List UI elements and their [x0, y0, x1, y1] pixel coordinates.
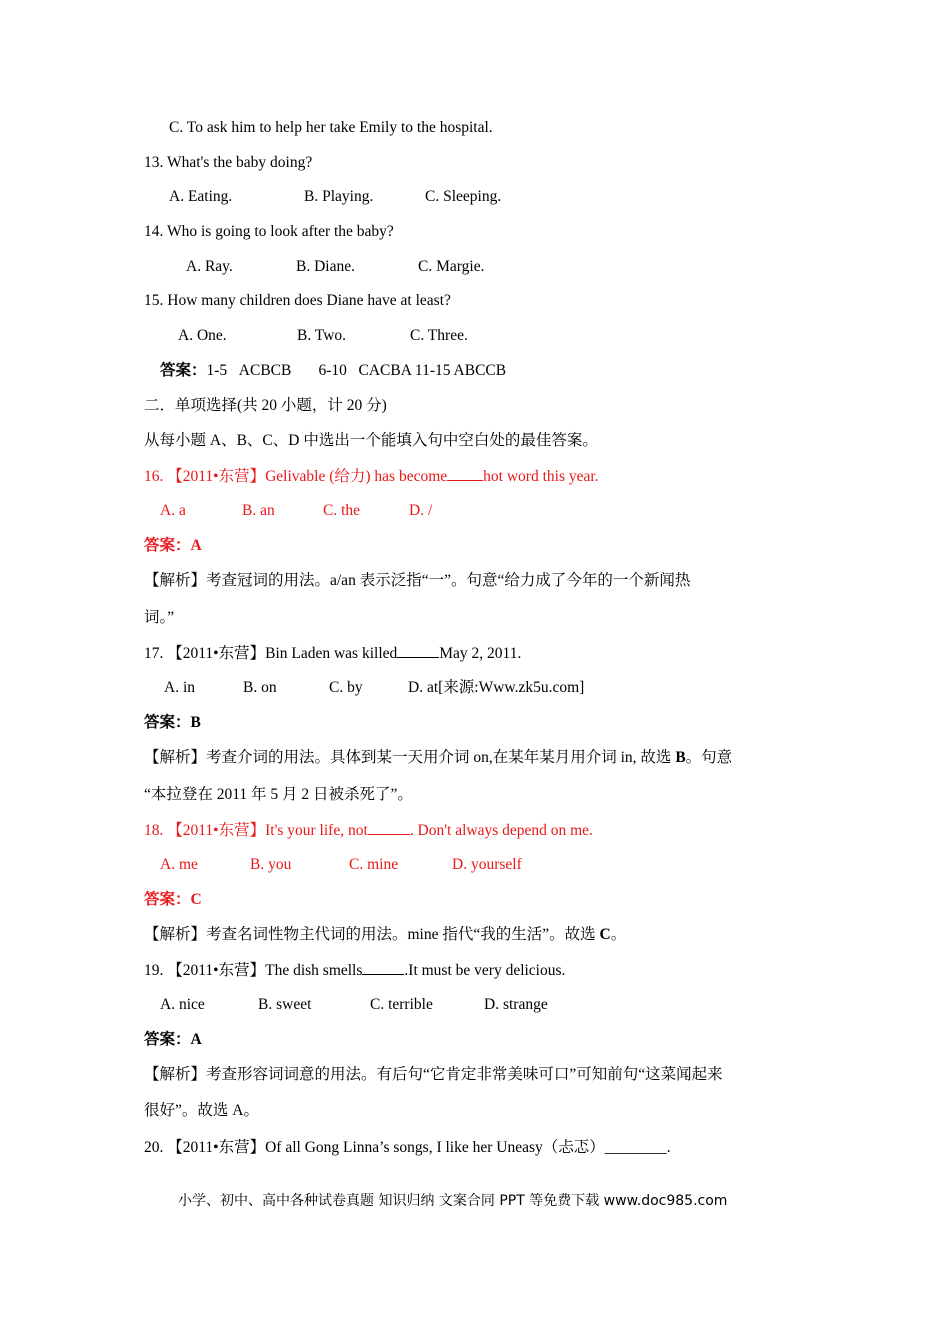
q13-option-a: A. Eating. — [169, 188, 233, 205]
q15-question: 15. How many children does Diane have at least? — [144, 292, 451, 309]
q17-option-c: C. by — [329, 679, 363, 696]
q15-option-b: B. Two. — [297, 327, 347, 344]
q14-question: 14. Who is going to look after the baby? — [144, 223, 394, 240]
q18-analysis-tail: 。 — [610, 926, 627, 943]
q17-question — [144, 643, 521, 664]
q19-analysis-line1: 【解析】考查形容词词意的用法。有后句“它肯定非常美味可口”可知前句“这菜闻起来 — [144, 1066, 723, 1083]
q16-suffix: hot word this year. — [483, 468, 599, 485]
q17-analysis-line2: “本拉登在 2011 年 5 月 2 日被杀死了”。 — [144, 786, 413, 803]
q18-question — [144, 820, 593, 841]
q16-prefix: 16. 【2011•东营】Gelivable (给力) has become — [144, 468, 448, 485]
section2-instruction: 从每小题 A、B、C、D 中选出一个能填入句中空白处的最佳答案。 — [144, 432, 598, 449]
q17-analysis-choice: B — [675, 749, 686, 766]
q20-question: 20. 【2011•东营】Of all Gong Linna’s songs, I like her Uneasy（忐忑）________. — [144, 1139, 671, 1156]
q17-option-a: A. in — [164, 679, 195, 696]
listening-answer-label: 答案： — [160, 362, 207, 379]
q16-answer: 答案：A — [144, 537, 202, 554]
q19-option-a: A. nice — [160, 996, 205, 1013]
q13-option-c: C. Sleeping. — [425, 188, 502, 205]
q13-option-b: B. Playing. — [304, 188, 374, 205]
q16-option-d: D. / — [409, 502, 433, 519]
q19-question — [144, 960, 565, 981]
listening-answer — [160, 361, 506, 381]
page-footer: 小学、初中、高中各种试卷真题 知识归纳 文案合同 PPT 等免费下载 www.doc985.com — [178, 1193, 728, 1209]
q16-analysis-line1: 【解析】考查冠词的用法。a/an 表示泛指“一”。句意“给力成了今年的一个新闻热 — [144, 572, 691, 589]
q19-analysis-line2: 很好”。故选 A。 — [144, 1102, 259, 1119]
q14-option-b: B. Diane. — [296, 258, 355, 275]
q16-option-b: B. an — [242, 502, 275, 519]
q16-analysis-line2: 词。” — [144, 609, 175, 626]
q13-question: 13. What's the baby doing? — [144, 154, 313, 171]
q17-suffix: May 2, 2011. — [439, 645, 522, 662]
q19-answer: 答案：A — [144, 1031, 202, 1048]
q19-blank — [362, 960, 404, 975]
q18-option-b: B. you — [250, 856, 292, 873]
q19-option-b: B. sweet — [258, 996, 312, 1013]
q19-option-c: C. terrible — [370, 996, 433, 1013]
q16-question — [144, 466, 599, 487]
q15-option-a: A. One. — [178, 327, 227, 344]
q19-prefix: 19. 【2011•东营】The dish smells — [144, 962, 363, 979]
q17-option-b: B. on — [243, 679, 277, 696]
q18-analysis-line1 — [144, 925, 626, 945]
q15-option-c: C. Three. — [410, 327, 468, 344]
q12-option-c: C. To ask him to help her take Emily to the hospital. — [169, 119, 493, 136]
q18-suffix: . Don't always depend on me. — [409, 822, 593, 839]
q18-blank — [368, 820, 410, 835]
q18-option-a: A. me — [160, 856, 198, 873]
q17-analysis-line1 — [144, 748, 732, 768]
q18-analysis-text: 【解析】考查名词性物主代词的用法。mine 指代“我的生活”。故选 — [144, 926, 600, 943]
q18-option-d: D. yourself — [452, 856, 522, 873]
q14-option-a: A. Ray. — [186, 258, 233, 275]
q18-answer: 答案：C — [144, 891, 202, 908]
q18-option-c: C. mine — [349, 856, 399, 873]
q17-analysis-text: 【解析】考查介词的用法。具体到某一天用介词 on,在某年某月用介词 in, 故选 — [144, 749, 676, 766]
q17-answer: 答案：B — [144, 714, 201, 731]
q19-option-d: D. strange — [484, 996, 548, 1013]
q17-blank — [397, 643, 439, 658]
q19-suffix: .It must be very delicious. — [404, 962, 566, 979]
listening-answer-value: 1-5 ACBCB 6-10 CACBA 11-15 ABCCB — [206, 362, 507, 379]
q16-blank — [447, 466, 483, 481]
q16-option-c: C. the — [323, 502, 361, 519]
q14-option-c: C. Margie. — [418, 258, 485, 275]
q17-analysis-tail: 。句意 — [685, 749, 733, 766]
q17-prefix: 17. 【2011•东营】Bin Laden was killed — [144, 645, 398, 662]
q18-analysis-choice: C — [599, 926, 611, 943]
q17-option-d: D. at[来源:Www.zk5u.com] — [408, 679, 585, 696]
section2-title: 二．单项选择(共 20 小题，计 20 分) — [144, 397, 387, 414]
q16-option-a: A. a — [160, 502, 186, 519]
q18-prefix: 18. 【2011•东营】It's your life, not — [144, 822, 368, 839]
